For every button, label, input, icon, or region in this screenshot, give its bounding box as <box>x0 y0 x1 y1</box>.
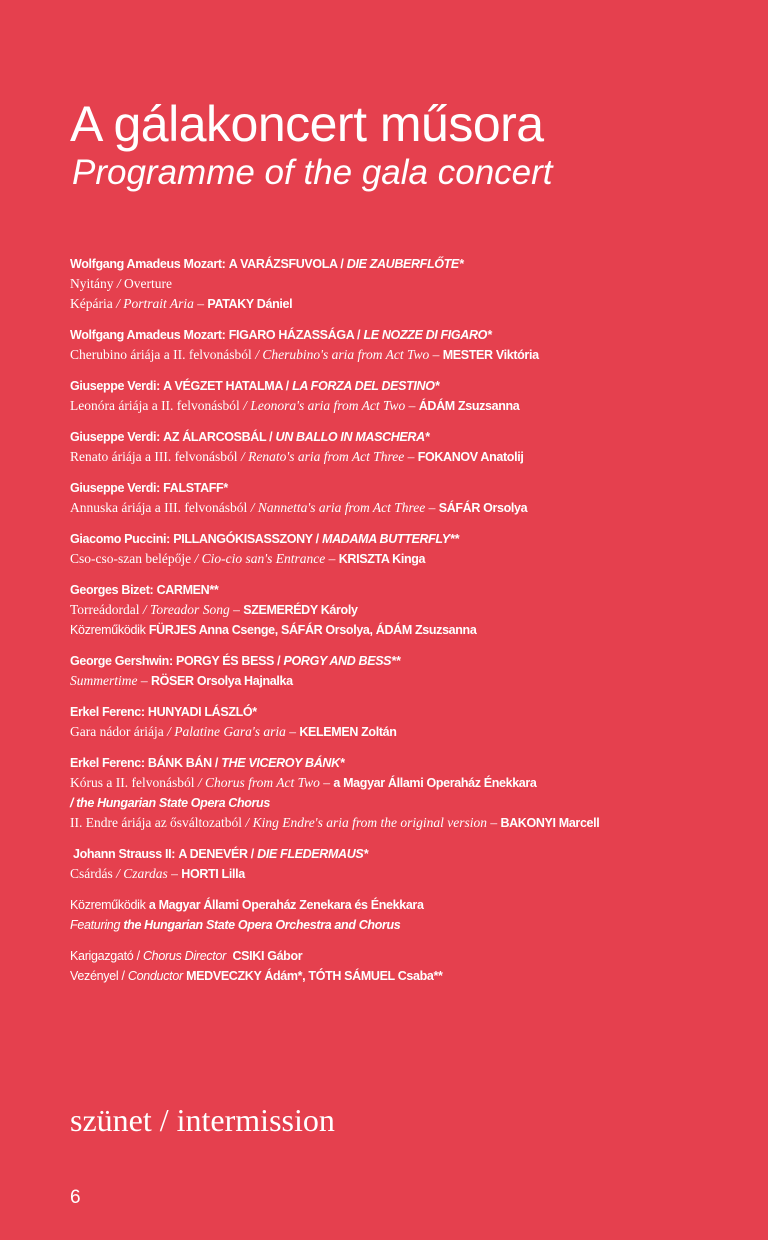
program-item-heading <box>70 427 760 447</box>
composer: Giuseppe Verdi: <box>70 481 160 495</box>
work-title-original: MADAMA BUTTERFLY** <box>322 532 459 546</box>
piece-title-hu: Kórus a II. felvonásból <box>70 775 195 790</box>
piece-title-hu: Gara nádor áriája <box>70 724 164 739</box>
program-item-heading <box>70 844 760 864</box>
separator: / <box>139 602 151 617</box>
performer: HORTI Lilla <box>181 867 245 881</box>
piece-title-en: Portrait Aria <box>123 296 194 311</box>
program-item-heading <box>70 702 760 722</box>
work-title-original: THE VICEROY BÁNK* <box>221 756 345 770</box>
separator: / <box>112 296 124 311</box>
dash: – <box>137 673 151 688</box>
piece-title-en: Leonora's aria from Act Two <box>250 398 406 413</box>
composer: Giuseppe Verdi: <box>70 430 160 444</box>
piece-title-en: Summertime <box>70 673 138 688</box>
page-number: 6 <box>70 1187 81 1208</box>
program-item-performer-continued <box>70 793 760 813</box>
piece-title-hu: Nyitány <box>70 276 114 291</box>
performer: KELEMEN Zoltán <box>299 725 397 739</box>
program-item-piece <box>70 396 760 416</box>
chorus-director-line <box>70 946 760 966</box>
performer-en: / the Hungarian State Opera Chorus <box>70 796 270 810</box>
conductor-line <box>70 966 760 986</box>
conductor-names: MEDVECZKY Ádám*, TÓTH SÁMUEL Csaba** <box>186 969 443 983</box>
program-item-figaro <box>70 325 760 365</box>
piece-title-hu: Torreádordal <box>70 602 140 617</box>
program-item-bank-ban <box>70 753 760 833</box>
program-item-piece <box>70 447 760 467</box>
program-item-piece <box>70 813 760 833</box>
separator: / <box>118 969 128 983</box>
work-title: FALSTAFF* <box>163 481 228 495</box>
program-item-piece <box>70 498 760 518</box>
piece-title-hu: Cherubino áriája a II. felvonásból <box>70 347 252 362</box>
performer: FOKANOV Anatolij <box>417 450 524 464</box>
dash: – <box>319 775 334 790</box>
work-title: AZ ÁLARCOSBÁL / <box>163 430 273 444</box>
featuring-section <box>70 895 760 935</box>
program-item-heading <box>70 529 760 549</box>
performer: RÖSER Orsolya Hajnalka <box>151 674 293 688</box>
dash: – <box>325 551 339 566</box>
program-item-hunyadi-laszlo <box>70 702 760 742</box>
piece-title-hu: Renato áriája a III. felvonásból <box>70 449 238 464</box>
performer: a Magyar Állami Operaház Énekkara <box>333 776 537 790</box>
intermission-label: szünet / intermission <box>70 1102 335 1138</box>
work-title-original: UN BALLO IN MASCHERA* <box>275 430 430 444</box>
dash: – <box>229 602 244 617</box>
piece-title-en: Overture <box>124 276 172 291</box>
performer: FÜRJES Anna Csenge, SÁFÁR Orsolya, ÁDÁM Zsuzsanna <box>148 623 477 637</box>
program-item-fledermaus <box>70 844 760 884</box>
program-item-carmen <box>70 580 760 640</box>
work-title: PILLANGÓKISASSZONY / <box>173 532 319 546</box>
program-item-heading <box>70 254 760 274</box>
program-item-heading <box>70 753 760 773</box>
featuring-hu <box>70 895 760 915</box>
composer: Johann Strauss II: <box>73 847 176 861</box>
featuring-names-en: the Hungarian State Opera Orchestra and Chorus <box>123 918 401 932</box>
piece-title-en: Cherubino's aria from Act Two <box>262 347 430 362</box>
program-item-heading <box>70 580 760 600</box>
program-item-piece <box>70 294 760 314</box>
work-title-original: LA FORZA DEL DESTINO* <box>292 379 440 393</box>
dash: – <box>486 815 501 830</box>
dash: – <box>405 398 419 413</box>
piece-title-hu: II. Endre áriája az ősváltozatból <box>70 815 243 830</box>
conductor-label-hu: Vezényel <box>70 969 119 983</box>
performer: SZEMERÉDY Károly <box>243 603 358 617</box>
composer: Erkel Ferenc: <box>70 705 145 719</box>
piece-title-en: Renato's aria from Act Three <box>248 449 405 464</box>
program-item-piece <box>70 345 760 365</box>
work-title: HUNYADI LÁSZLÓ* <box>147 705 257 719</box>
separator: / <box>112 866 124 881</box>
composer: Erkel Ferenc: <box>70 756 145 770</box>
program-item-heading <box>70 651 760 671</box>
program-item-featuring <box>70 620 760 640</box>
work-title: A VARÁZSFUVOLA / <box>228 257 344 271</box>
program-item-porgy-and-bess <box>70 651 760 691</box>
performer: KRISZTA Kinga <box>338 552 426 566</box>
composer: Wolfgang Amadeus Mozart: <box>70 328 226 342</box>
program-item-piece <box>70 864 760 884</box>
work-title: BÁNK BÁN / <box>147 756 219 770</box>
chorus-director-label-en: Chorus Director <box>142 949 226 963</box>
work-title: PORGY ÉS BESS / <box>176 654 281 668</box>
featuring-label-en: Featuring <box>70 918 121 932</box>
program-item-heading <box>70 478 760 498</box>
program-item-heading <box>70 376 760 396</box>
separator: / <box>251 347 263 362</box>
piece-title-hu: Cso-cso-szan belépője <box>70 551 192 566</box>
dash: – <box>404 449 418 464</box>
dash: – <box>167 866 182 881</box>
piece-title-en: King Endre's aria from the original version <box>252 815 487 830</box>
separator: / <box>194 775 205 790</box>
piece-title-en: Cio-cio san's Entrance <box>201 551 326 566</box>
featuring-label: Közreműködik <box>70 623 146 637</box>
dash: – <box>193 296 208 311</box>
work-title-original: DIE FLEDERMAUS* <box>257 847 368 861</box>
program-item-madama-butterfly <box>70 529 760 569</box>
dash: – <box>425 500 439 515</box>
conductor-label-en: Conductor <box>127 969 183 983</box>
program-item-piece <box>70 600 760 620</box>
piece-title-hu: Csárdás <box>70 866 113 881</box>
credits-section <box>70 946 760 986</box>
featuring-names-hu: a Magyar Állami Operaház Zenekara és Énekkara <box>148 898 424 912</box>
dash: – <box>429 347 443 362</box>
composer: Georges Bizet: <box>70 583 154 597</box>
piece-title-en: Palatine Gara's aria <box>174 724 286 739</box>
composer: Giacomo Puccini: <box>70 532 170 546</box>
work-title: A VÉGZET HATALMA / <box>163 379 289 393</box>
separator: / <box>133 949 143 963</box>
composer: Wolfgang Amadeus Mozart: <box>70 257 226 271</box>
featuring-en <box>70 915 760 935</box>
page-title: A gálakoncert műsora <box>70 96 544 152</box>
program-item-piece <box>70 549 760 569</box>
work-title-original: DIE ZAUBERFLŐTE* <box>346 257 464 271</box>
program-item-piece <box>70 722 760 742</box>
composer: George Gershwin: <box>70 654 173 668</box>
composer: Giuseppe Verdi: <box>70 379 160 393</box>
work-title: FIGARO HÁZASSÁGA / <box>228 328 361 342</box>
performer: ÁDÁM Zsuzsanna <box>418 399 520 413</box>
separator: / <box>113 276 125 291</box>
work-title-original: PORGY AND BESS** <box>283 654 401 668</box>
piece-title-en: Toreador Song <box>150 602 230 617</box>
program-item-forza-del-destino <box>70 376 760 416</box>
piece-title-en: Czardas <box>123 866 168 881</box>
piece-title-hu: Annuska áriája a III. felvonásból <box>70 500 248 515</box>
work-title-original: LE NOZZE DI FIGARO* <box>363 328 492 342</box>
piece-title-hu: Leonóra áriája a II. felvonásból <box>70 398 240 413</box>
program-item-ballo-in-maschera <box>70 427 760 467</box>
performer: MESTER Viktória <box>442 348 539 362</box>
featuring-label-hu: Közreműködik <box>70 898 146 912</box>
program-item-zauberflote <box>70 254 760 314</box>
program-list <box>70 254 760 997</box>
program-item-piece <box>70 274 760 294</box>
work-title: A DENEVÉR / <box>178 847 254 861</box>
performer: PATAKY Dániel <box>207 297 293 311</box>
separator: / <box>239 398 251 413</box>
program-item-heading <box>70 325 760 345</box>
separator: / <box>242 815 253 830</box>
dash: – <box>285 724 300 739</box>
piece-title-en: Chorus from Act Two <box>204 775 320 790</box>
chorus-director-name: CSIKI Gábor <box>232 949 303 963</box>
piece-title-hu: Képária <box>70 296 113 311</box>
performer: BAKONYI Marcell <box>500 816 600 830</box>
program-item-falstaff <box>70 478 760 518</box>
program-item-piece <box>70 773 760 793</box>
chorus-director-label-hu: Karigazgató <box>70 949 134 963</box>
work-title: CARMEN** <box>156 583 219 597</box>
page-subtitle: Programme of the gala concert <box>72 153 553 192</box>
separator: / <box>163 724 175 739</box>
separator: / <box>237 449 249 464</box>
separator: / <box>247 500 258 515</box>
piece-title-en: Nannetta's aria from Act Three <box>257 500 426 515</box>
performer: SÁFÁR Orsolya <box>438 501 528 515</box>
separator: / <box>191 551 202 566</box>
program-item-piece <box>70 671 760 691</box>
